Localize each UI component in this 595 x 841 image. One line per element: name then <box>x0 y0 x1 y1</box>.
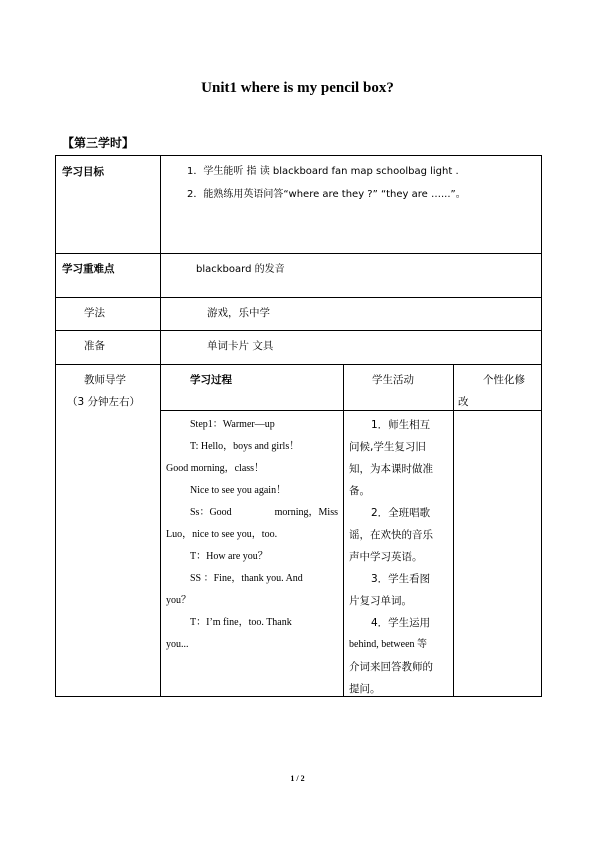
activity-line: 知，为本课时做准 <box>349 463 433 475</box>
process-line <box>166 502 338 524</box>
difficulty-text: blackboard 的发音 <box>196 264 285 275</box>
activity-line: 2．全班唱歌 <box>371 507 431 519</box>
teacher-guide-label: 教师导学 <box>84 374 126 386</box>
activity-line: 谣，在欢快的音乐 <box>349 529 433 541</box>
process-line: Luo，nice to see you，too. <box>166 529 278 540</box>
personal-header-wrap: 改 <box>458 396 469 408</box>
process-line: Good morning，class！ <box>166 463 265 474</box>
table-col-divider <box>160 155 161 697</box>
process-line-part: morning，Miss <box>274 507 338 518</box>
table-rule <box>55 253 542 254</box>
process-line: you... <box>166 639 189 650</box>
prep-text: 单词卡片 文具 <box>207 340 274 352</box>
activity-line: 备。 <box>349 485 370 497</box>
process-line: T：I’m fine，too. Thank <box>190 617 292 628</box>
table-rule <box>55 330 542 331</box>
student-activity <box>349 414 449 700</box>
goal-item-1: 1．学生能听 指 读 blackboard fan map schoolbag light . <box>187 166 459 177</box>
table-rule <box>160 410 542 411</box>
process-line: SS ：Fine，thank you. And <box>190 573 303 584</box>
teacher-guide-time: （3 分钟左右） <box>67 396 141 408</box>
activity-line: 片复习单词。 <box>349 595 412 607</box>
table-border-bottom <box>55 696 542 697</box>
difficulty-label: 学习重难点 <box>62 263 115 275</box>
prep-label: 准备 <box>84 340 105 352</box>
method-text: 游戏，乐中学 <box>207 307 270 319</box>
table-border-top <box>55 155 542 156</box>
table-border-right <box>541 155 542 697</box>
table-border-left <box>55 155 56 697</box>
page-number: 1 / 2 <box>290 774 305 783</box>
process-line: T: Hello，boys and girls！ <box>190 441 300 452</box>
process-line: you？ <box>166 595 191 606</box>
personal-header: 个性化修 <box>483 374 525 386</box>
goals-label: 学习目标 <box>62 166 104 178</box>
process-header: 学习过程 <box>190 374 232 386</box>
activity-line: 声中学习英语。 <box>349 551 423 563</box>
table-rule <box>55 297 542 298</box>
activity-line: behind, between 等 <box>349 639 428 650</box>
activity-line: 3．学生看图 <box>371 573 431 585</box>
process-line: Nice to see you again！ <box>190 485 287 496</box>
process-dialogue <box>166 414 338 656</box>
table-col-divider <box>453 364 454 697</box>
activity-line: 介词来回答教师的 <box>349 661 433 673</box>
activity-line: 1．师生相互 <box>371 419 431 431</box>
activity-line: 问候,学生复习旧 <box>349 441 426 453</box>
method-label: 学法 <box>84 307 105 319</box>
process-line: T：How are you？ <box>190 551 268 562</box>
process-line-part: Ss：Good <box>190 507 232 518</box>
activity-line: 提问。 <box>349 683 381 695</box>
page-title: Unit1 where is my pencil box? <box>201 80 394 96</box>
process-line: Step1：Warmer—up <box>190 419 275 430</box>
table-col-divider <box>343 364 344 697</box>
activity-line: 4．学生运用 <box>371 617 431 629</box>
activity-header: 学生活动 <box>372 374 414 386</box>
table-rule <box>55 364 542 365</box>
section-heading: 【第三学时】 <box>62 136 135 150</box>
goal-item-2: 2．能熟练用英语问答“where are they ?” “they are …...”。 <box>187 189 466 200</box>
